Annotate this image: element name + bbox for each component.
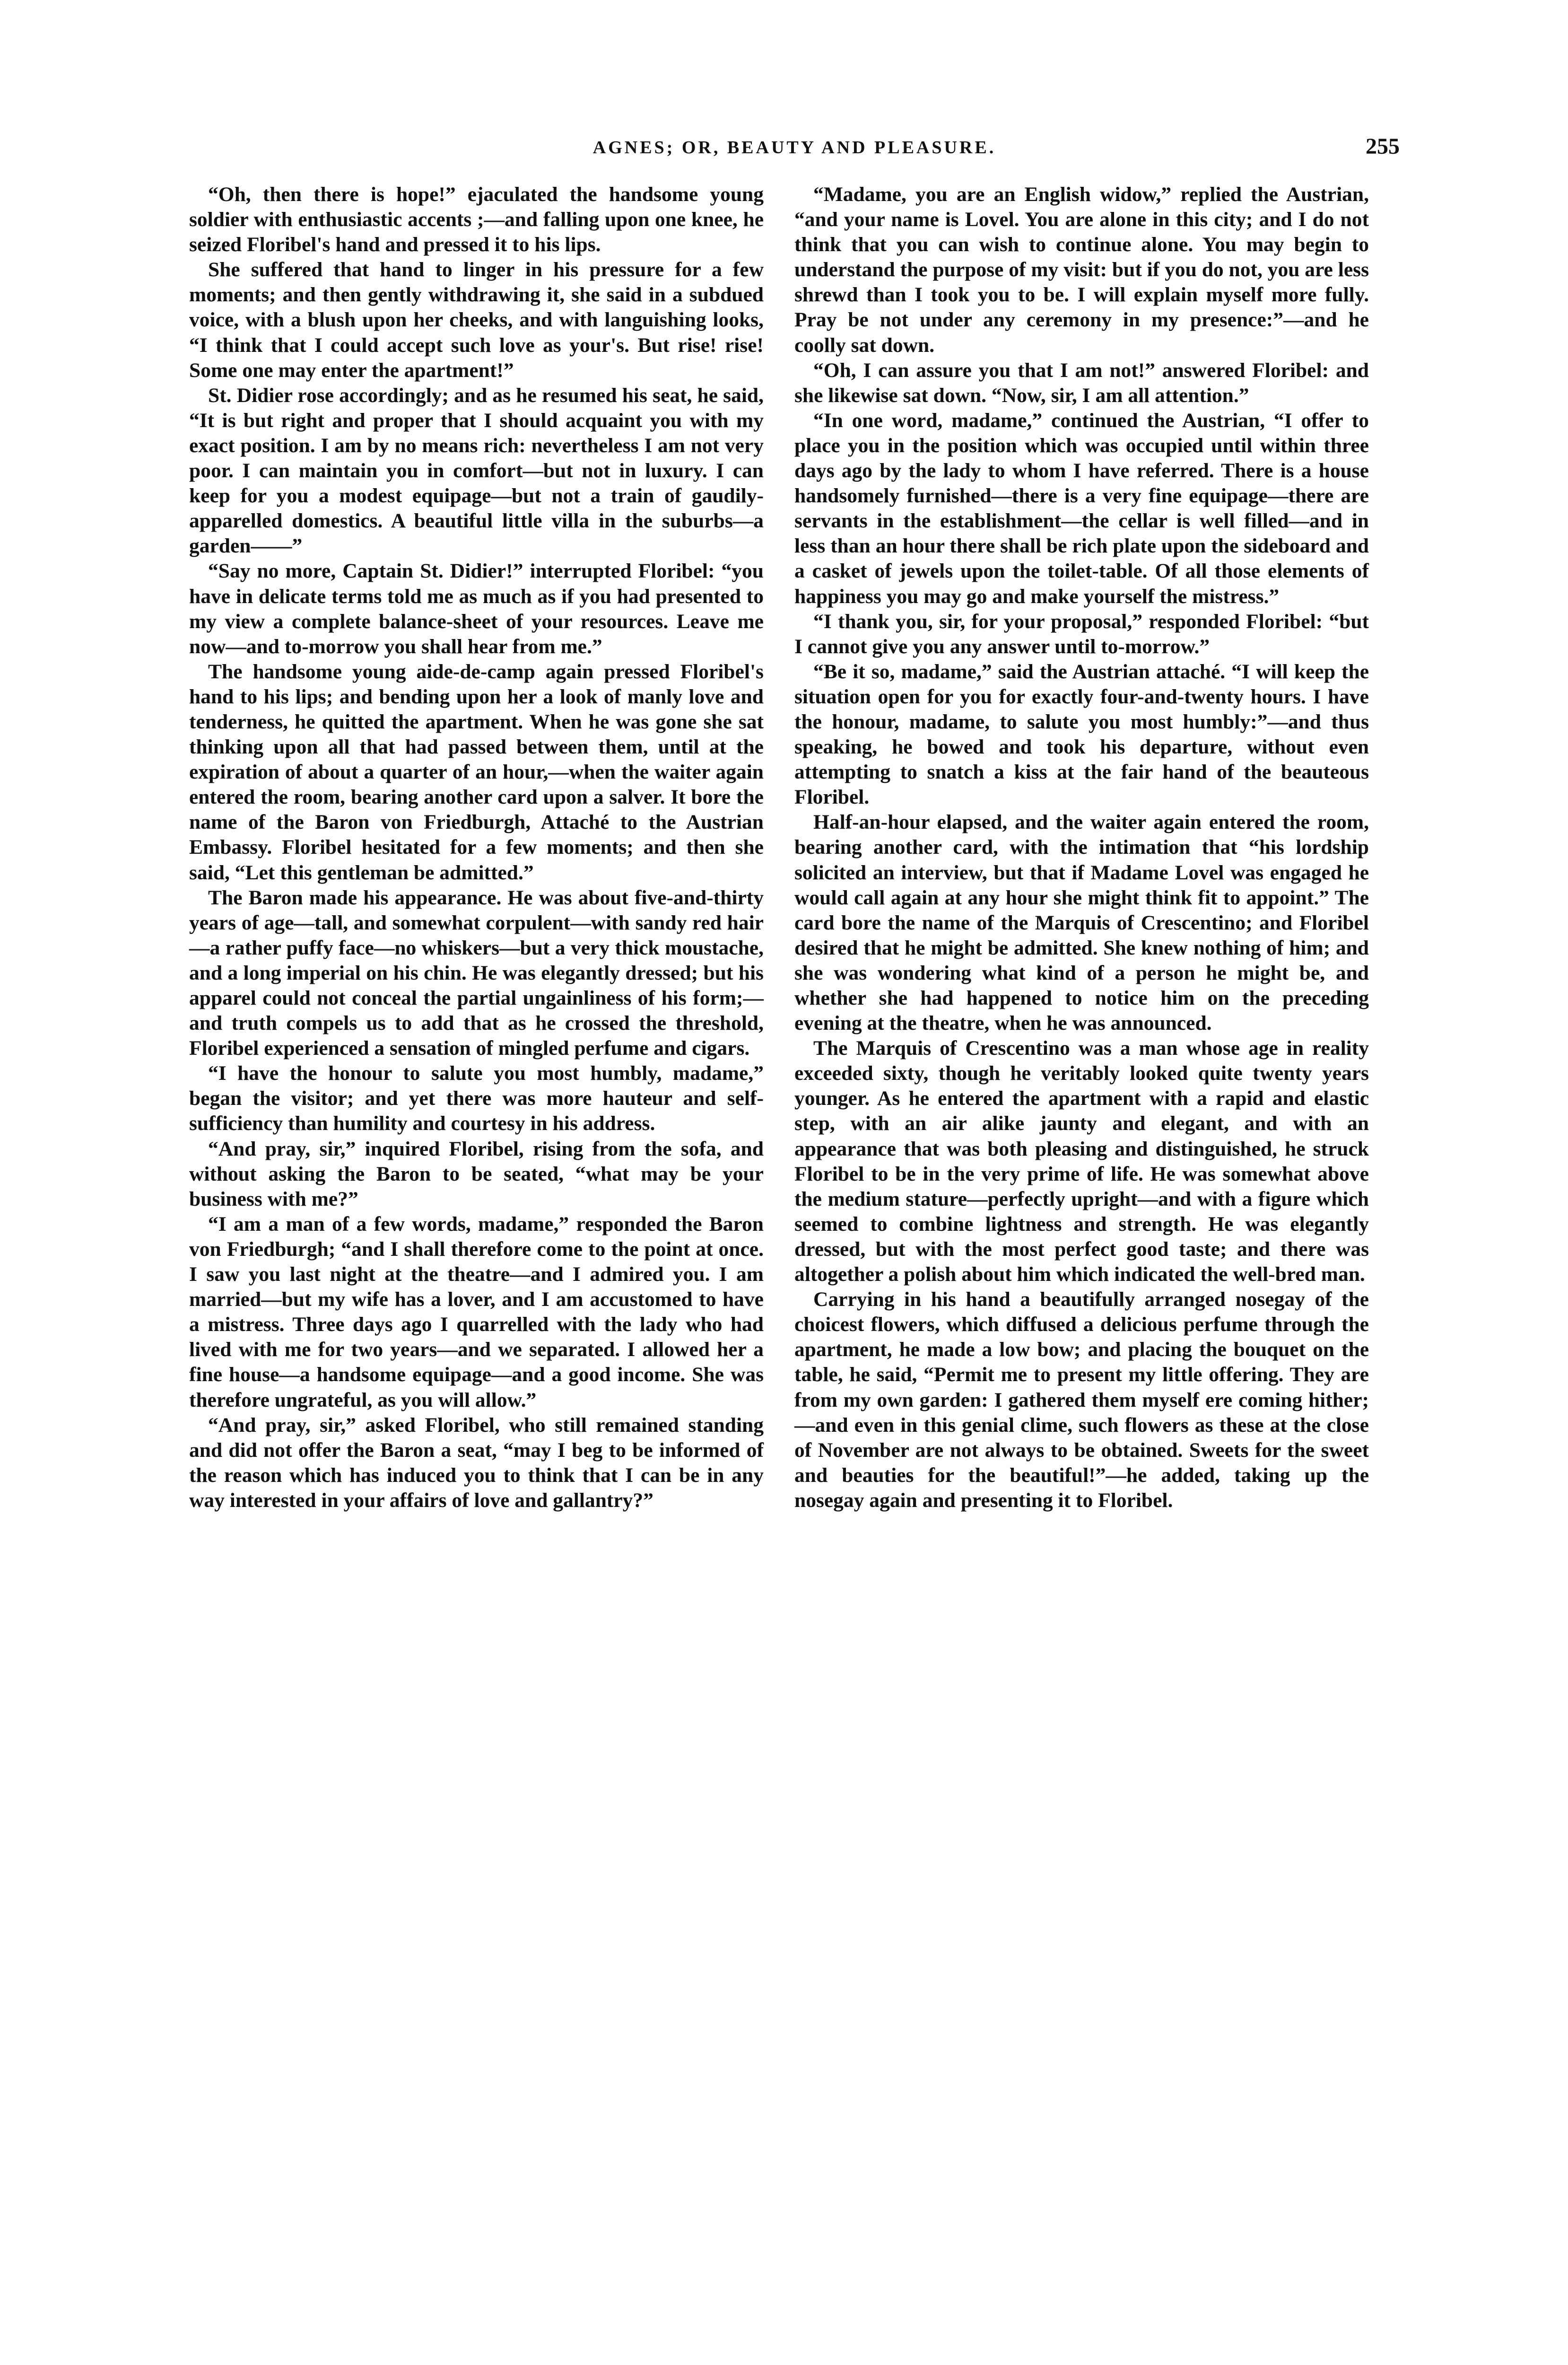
paragraph: The Marquis of Crescentino was a man whose age in reality exceeded sixty, though he veritably looked quite twenty years younger. As he entered the apartment with a rapid and elastic step, with an air alike jaunty and elegant, and with an appearance that was both pleasing and distinguished, he struck Floribel to be in the very prime of life. He was somewhat above the medium stature—perfectly upright—and with a figure which seemed to combine lightness and strength. He was elegantly dressed, but with the most perfect good taste; and there was altogether a polish about him which indicated the well-bred man. [794,1037,1369,1286]
paragraph: “And pray, sir,” asked Floribel, who still remained standing and did not offer the Baron a seat, “may I beg to be informed of the reason which has induced you to think that I can be in any way interested in your affairs of love and gallantry?” [189,1413,764,1512]
page-number: 255 [1366,134,1400,159]
paragraph: The handsome young aide-de-camp again pressed Floribel's hand to his lips; and bending upon her a look of manly love and tenderness, he quitted the apartment. When he was gone she sat thinking upon all that had passed between them, until at the expiration of about a quarter of an hour,—when the waiter again entered the room, bearing another card upon a salver. It bore the name of the Baron von Friedburgh, Attaché to the Austrian Embassy. Floribel hesitated for a few moments; and then she said, “Let this gentleman be admitted.” [189,660,764,884]
running-head: AGNES; OR, BEAUTY AND PLEASURE. [592,138,996,158]
page-header [189,134,1400,166]
paragraph: Half-an-hour elapsed, and the waiter again entered the room, bearing another card, with the intimation that “his lordship solicited an interview, but that if Madame Lovel was engaged he would call again at any hour she might think fit to appoint.” The card bore the name of the Marquis of Crescentino; and Floribel desired that he might be admitted. She knew nothing of him; and she was wondering what kind of a person he might be, and whether she had happened to notice him on the preceding evening at the theatre, when he was announced. [794,811,1369,1035]
paragraph: “I have the honour to salute you most humbly, madame,” began the visitor; and yet there was more hauteur and self-sufficiency than humility and courtesy in his address. [189,1062,764,1135]
paragraph: “And pray, sir,” inquired Floribel, rising from the sofa, and without asking the Baron to be seated, “what may be your business with me?” [189,1137,764,1210]
paragraph: St. Didier rose accordingly; and as he resumed his seat, he said, “It is but right and proper that I should acquaint you with my exact position. I am by no means rich: nevertheless I am not very poor. I can maintain you in comfort—but not in luxury. I can keep for you a modest equipage—but not a train of gaudily-apparelled domestics. A beautiful little villa in the suburbs—a garden——” [189,384,764,558]
paragraph: “In one word, madame,” continued the Austrian, “I offer to place you in the position which was occupied until within three days ago by the lady to whom I have referred. There is a house handsomely furnished—there is a very fine equipage—there are servants in the establishment—the cellar is well filled—and in less than an hour there shall be rich plate upon the sideboard and a casket of jewels upon the toilet-table. Of all those elements of happiness you may go and make yourself the mistress.” [794,409,1369,608]
right-column [794,182,1369,1513]
left-column [189,182,764,1513]
paragraph: “Be it so, madame,” said the Austrian attaché. “I will keep the situation open for you for exactly four-and-twenty hours. I have the honour, madame, to salute you most humbly:”—and thus speaking, he bowed and took his departure, without even attempting to snatch a kiss at the fair hand of the beauteous Floribel. [794,660,1369,809]
paragraph: “I thank you, sir, for your proposal,” responded Floribel: “but I cannot give you any answer until to-morrow.” [794,610,1369,658]
paragraph: “I am a man of a few words, madame,” responded the Baron von Friedburgh; “and I shall therefore come to the point at once. I saw you last night at the theatre—and I admired you. I am married—but my wife has a lover, and I am accustomed to have a mistress. Three days ago I quarrelled with the lady who had lived with me for two years—and we separated. I allowed her a fine house—a handsome equipage—and a good income. She was therefore ungrateful, as you will allow.” [189,1212,764,1411]
paragraph: “Oh, then there is hope!” ejaculated the handsome young soldier with enthusiastic accents ;—and falling upon one knee, he seized Floribel's hand and pressed it to his lips. [189,183,764,256]
paragraph: She suffered that hand to linger in his pressure for a few moments; and then gently withdrawing it, she said in a subdued voice, with a blush upon her cheeks, and with languishing looks, “I think that I could accept such love as your's. But rise! rise! Some one may enter the apartment!” [189,258,764,382]
paragraph: “Madame, you are an English widow,” replied the Austrian, “and your name is Lovel. You are alone in this city; and I do not think that you can wish to continue alone. You may begin to understand the purpose of my visit: but if you do not, you are less shrewd than I took you to be. I will explain myself more fully. Pray be not under any ceremony in my presence:”—and he coolly sat down. [794,183,1369,357]
paragraph: The Baron made his appearance. He was about five-and-thirty years of age—tall, and somewhat corpulent—with sandy red hair—a rather puffy face—no whiskers—but a very thick moustache, and a long imperial on his chin. He was elegantly dressed; but his apparel could not conceal the partial ungainliness of his form;—and truth compels us to add that as he crossed the threshold, Floribel experienced a sensation of mingled perfume and cigars. [189,886,764,1060]
paragraph: “Say no more, Captain St. Didier!” interrupted Floribel: “you have in delicate terms told me as much as if you had presented to my view a complete balance-sheet of your resources. Leave me now—and to-morrow you shall hear from me.” [189,560,764,658]
paragraph: “Oh, I can assure you that I am not!” answered Floribel: and she likewise sat down. “Now, sir, I am all attention.” [794,359,1369,407]
paragraph: Carrying in his hand a beautifully arranged nosegay of the choicest flowers, which diffused a delicious perfume through the apartment, he made a low bow; and placing the bouquet on the table, he said, “Permit me to present my little offering. They are from my own garden: I gathered them myself ere coming hither;—and even in this genial clime, such flowers as these at the close of November are not always to be obtained. Sweets for the sweet and beauties for the beautiful!”—he added, taking up the nosegay again and presenting it to Floribel. [794,1288,1369,1512]
